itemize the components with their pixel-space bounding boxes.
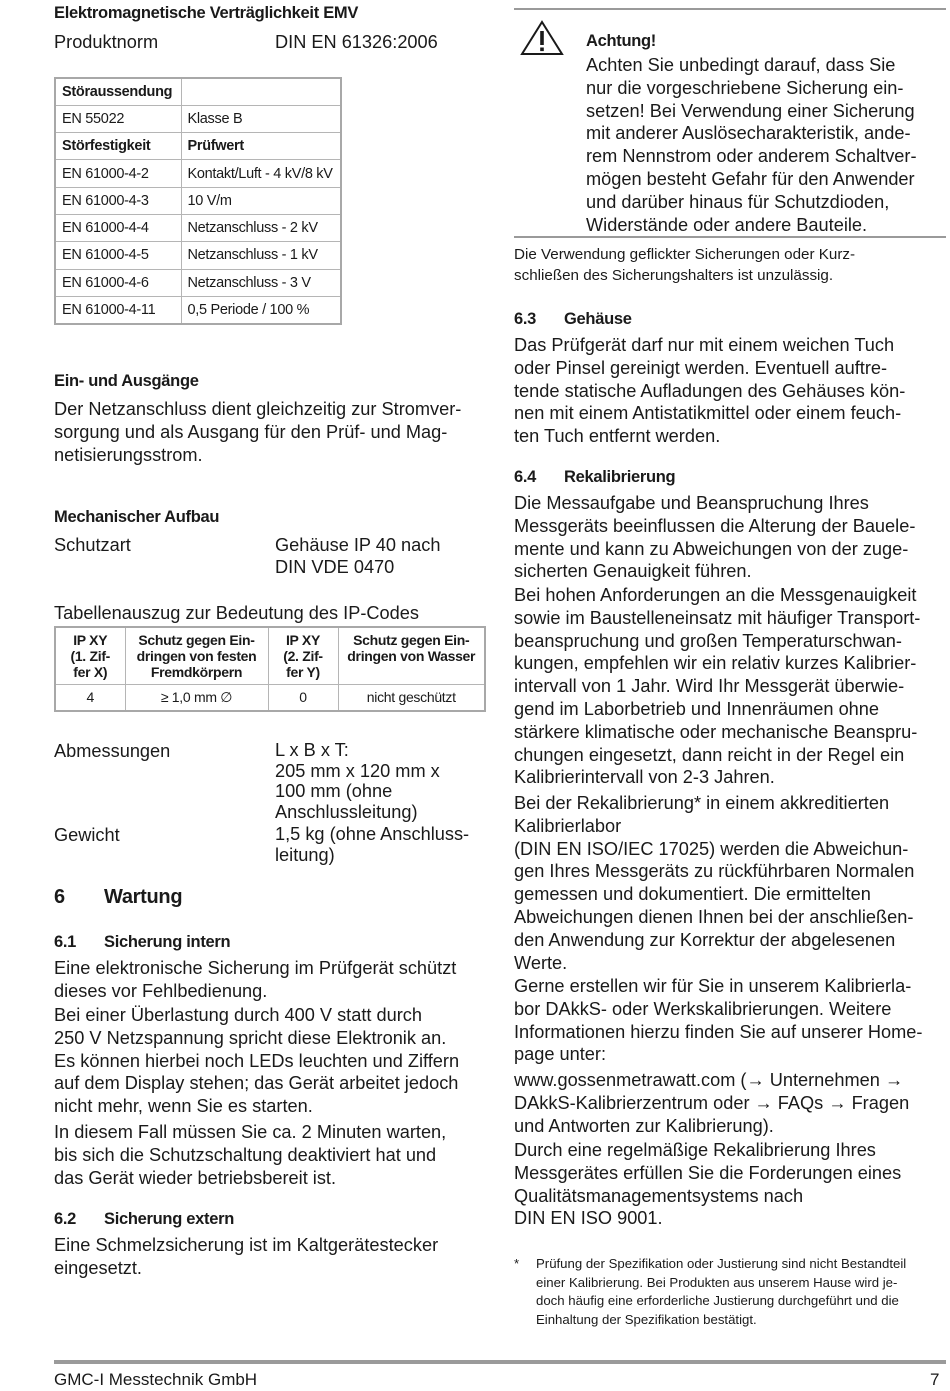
s64-paragraph-3: Bei der Rekalibrierung* in einem akkreditierten Kalibrierlabor (DIN EN ISO/IEC 17025) werden die Abweichun- gen Ihres Messgeräts zu rückführbaren Normalen gemessen und dokumentiert. Die ermittelten Abweichungen dienen Ihnen bei der anschließen- den Anwendung zur Korrektur der abgelesenen Werte.: [514, 793, 915, 973]
section-number: 6.1: [54, 933, 77, 951]
s63-paragraph: Das Prüfgerät darf nur mit einem weichen Tuch oder Pinsel gereinigt werden. Eventuell auftre- tende statische Aufladungen des Gehäuses kön- nen mit einem Antistatikmittel oder einem feuch- ten Tuch entfernt werden.: [514, 335, 906, 447]
schutzart-label: Schutzart: [54, 535, 131, 555]
table-cell: Kontakt/Luft - 4 kV/8 kV: [181, 160, 341, 187]
chapter-title: Wartung: [104, 886, 183, 908]
section-heading-6-3: [514, 310, 632, 329]
table-cell: EN 61000-4-2: [55, 160, 181, 187]
table-cell: EN 55022: [55, 105, 181, 132]
section-title: Sicherung intern: [104, 933, 231, 951]
ip-cell: 0: [268, 685, 338, 711]
ip-caption: Tabellenauszug zur Bedeutung des IP-Codes: [54, 603, 420, 623]
chapter-number: 6: [54, 886, 65, 908]
gewicht-label: Gewicht: [54, 825, 120, 845]
table-cell: EN 61000-4-4: [55, 214, 181, 241]
section-heading-6-2: [54, 1210, 234, 1229]
table-cell: 10 V/m: [181, 187, 341, 214]
ip-header-4: Schutz gegen Ein- dringen von Wasser: [338, 627, 485, 685]
table-cell: [181, 78, 341, 105]
s62-paragraph-1: Eine Schmelzsicherung ist im Kaltgerätestecker eingesetzt.: [54, 1235, 439, 1278]
emv-table: [54, 77, 342, 325]
footnote-text: Prüfung der Spezifikation oder Justierung sind nicht Bestandteil einer Kalibrierung. Bei Produkten aus unserem Hause wird je- doch häufig eine erforderliche Justierung durchgeführt und die Einhaltung der Spezifikation bestätigt.: [536, 1256, 907, 1327]
table-row: [55, 685, 485, 711]
table-row: [55, 78, 341, 105]
mech-heading: Mechanischer Aufbau: [54, 508, 220, 526]
table-row: [55, 214, 341, 241]
section-title: Gehäuse: [564, 310, 632, 328]
io-heading: Ein- und Ausgänge: [54, 372, 199, 390]
s61-paragraph-3: In diesem Fall müssen Sie ca. 2 Minuten warten, bis sich die Schutzschaltung deaktiviert hat und das Gerät wieder betriebsbereit ist.: [54, 1122, 447, 1188]
fuse-note: Die Verwendung geflickter Sicherungen oder Kurz- schließen des Sicherungshalters ist unzulässig.: [514, 246, 856, 284]
footnote-mark: *: [514, 1256, 520, 1271]
ip-cell: ≥ 1,0 mm ∅: [125, 685, 268, 711]
s64-paragraph-5: www.gossenmetrawatt.com (→ Unternehmen → DAkkS-Kalibrierzentrum oder → FAQs → Fragen und Antworten zur Kalibrierung).: [514, 1070, 910, 1136]
section-title: Sicherung extern: [104, 1210, 234, 1228]
table-cell: Netzanschluss - 2 kV: [181, 214, 341, 241]
table-cell: Netzanschluss - 1 kV: [181, 242, 341, 269]
table-cell: Störaussendung: [55, 78, 181, 105]
section-title: Rekalibrierung: [564, 468, 676, 486]
ip-cell: 4: [55, 685, 125, 711]
ip-header-1: IP XY (1. Zif- fer X): [55, 627, 125, 685]
section-heading-6-1: [54, 933, 230, 952]
ip-header-3: IP XY (2. Zif- fer Y): [268, 627, 338, 685]
warning-text: Achten Sie unbedingt darauf, dass Sie nur die vorgeschriebene Sicherung ein- setzen! Bei Verwendung einer Sicherung mit anderer Auslösecharakteristik, ande- rem Nennstrom oder anderem Schaltver- mögen besteht Gefahr für den Anwender und darüber hinaus für Schutzdioden, Widerstände oder andere Bauteile.: [586, 55, 917, 235]
table-cell: EN 61000-4-11: [55, 296, 181, 323]
table-cell: Netzanschluss - 3 V: [181, 269, 341, 296]
table-cell: EN 61000-4-5: [55, 242, 181, 269]
produktnorm-label: Produktnorm: [54, 32, 159, 52]
ip-cell: nicht geschützt: [338, 685, 485, 711]
ip-table: [54, 626, 486, 712]
table-cell: Klasse B: [181, 105, 341, 132]
produktnorm-value: DIN EN 61326:2006: [275, 32, 438, 52]
s64-paragraph-4: Gerne erstellen wir für Sie in unserem Kalibrierla- bor DAkkS- oder Werkskalibrierungen. Weitere Informationen hierzu finden Sie auf unserer Home- page unter:: [514, 976, 923, 1065]
section-heading-6-4: [514, 468, 675, 487]
table-row: [55, 105, 341, 132]
table-cell: Prüfwert: [181, 133, 341, 160]
table-cell: EN 61000-4-3: [55, 187, 181, 214]
abm-label: Abmessungen: [54, 741, 171, 761]
table-row: [55, 242, 341, 269]
section-number: 6.4: [514, 468, 537, 486]
footer-company: GMC-I Messtechnik GmbH: [54, 1370, 258, 1389]
gewicht-value: 1,5 kg (ohne Anschluss- leitung): [275, 824, 470, 865]
table-cell: 0,5 Periode / 100 %: [181, 296, 341, 323]
s64-paragraph-2: Bei hohen Anforderungen an die Messgenauigkeit sowie im Baustelleneinsatz mit häufiger Transport- beanspruchung und großen Temperaturschwan- kungen, empfehlen wir ein relativ kurzes Kalibrier- intervall von 1 Jahr. Wird Ihr Messgerät überwie- gend im Laborbetrieb und Innenräumen ohne stärkere klimatische oder mechanische Beanspru- chungen eingesetzt, dann reicht in der Regel ein Kalibrierintervall von 2-3 Jahren.: [514, 585, 921, 788]
table-cell: EN 61000-4-6: [55, 269, 181, 296]
section-number: 6.2: [54, 1210, 77, 1228]
section-number: 6.3: [514, 310, 537, 328]
schutzart-value: Gehäuse IP 40 nach DIN VDE 0470: [275, 535, 441, 577]
ip-header-2: Schutz gegen Ein- dringen von festen Fremdkörpern: [125, 627, 268, 685]
abm-value: L x B x T: 205 mm x 120 mm x 100 mm (ohne Anschlussleitung): [275, 740, 440, 822]
table-cell: Störfestigkeit: [55, 133, 181, 160]
table-row: [55, 296, 341, 323]
s64-paragraph-1: Die Messaufgabe und Beanspruchung Ihres Messgeräts beeinflussen die Alterung der Bauele- mente und kann zu Abweichungen von der zuge- sicherten Genauigkeit führen.: [514, 493, 916, 582]
emv-heading: Elektromagnetische Verträglichkeit EMV: [54, 4, 359, 22]
table-row: [55, 269, 341, 296]
warning-triangle-icon: [520, 20, 564, 56]
io-text: Der Netzanschluss dient gleichzeitig zur Stromver- sorgung und als Ausgang für den Prüf- und Mag- netisierungsstrom.: [54, 399, 462, 465]
s64-paragraph-6: Durch eine regelmäßige Rekalibrierung Ihres Messgerätes erfüllen Sie die Forderungen eines Qualitätsmanagementsystems nach DIN EN ISO 9001.: [514, 1140, 902, 1229]
table-row: [55, 160, 341, 187]
chapter-heading: [54, 886, 182, 909]
footer-divider: [54, 1360, 946, 1364]
s61-paragraph-1: Eine elektronische Sicherung im Prüfgerät schützt dieses vor Fehlbedienung.: [54, 958, 457, 1001]
warning-box: [514, 8, 946, 238]
table-row: [55, 187, 341, 214]
s61-paragraph-2: Bei einer Überlastung durch 400 V statt durch 250 V Netzspannung spricht diese Elektronik an. Es können hierbei noch LEDs leuchten und Ziffern auf dem Display stehen; das Gerät arbeitet jedoch nicht mehr, wenn Sie es starten.: [54, 1005, 460, 1117]
warning-title: Achtung!: [586, 32, 656, 50]
page-number: 7: [930, 1370, 940, 1389]
table-row: [55, 133, 341, 160]
